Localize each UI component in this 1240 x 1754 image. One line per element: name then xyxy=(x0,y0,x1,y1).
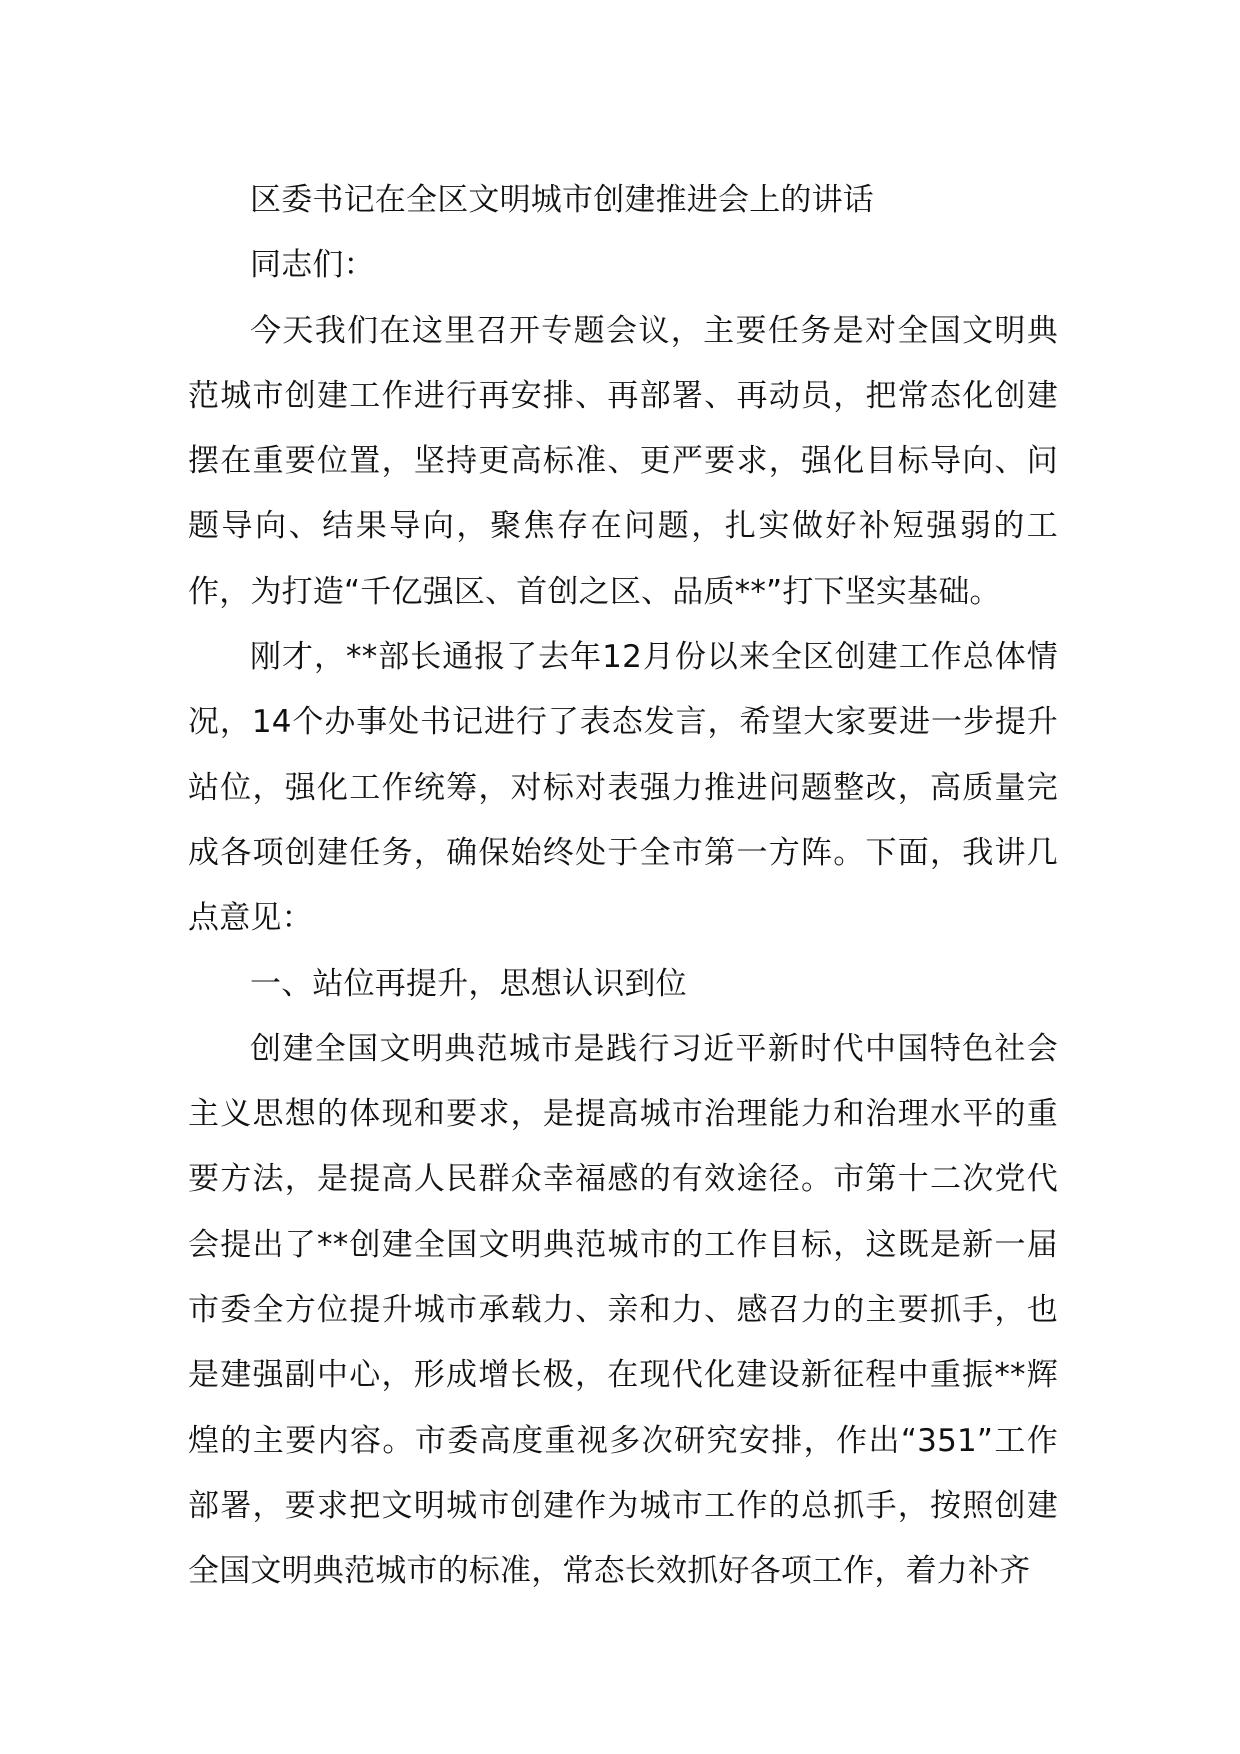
section-heading-1: 一、站位再提升，思想认识到位 xyxy=(250,965,687,1002)
paragraph-opening: 今天我们在这里召开专题会议，主要任务是对全国文明典范城市创建工作进行再安排、再部署、再动员，把常态化创建摆在重要位置，坚持更高标准、更严要求，强化目标导向、问题导向、结果导向，聚焦存在问题，扎实做好补短强弱的工作，为打造“千亿强区、首创之区、品质**”打下坚实基础。 xyxy=(188,312,1058,610)
document-title: 区委书记在全区文明城市创建推进会上的讲话 xyxy=(250,182,874,218)
salutation: 同志们： xyxy=(250,247,375,284)
document-body xyxy=(188,168,1058,1605)
paragraph-section-1: 创建全国文明典范城市是践行习近平新时代中国特色社会主义思想的体现和要求，是提高城市治理能力和治理水平的重要方法，是提高人民群众幸福感的有效途径。市第十二次党代会提出了**创建全国文明典范城市的工作目标，这既是新一届市委全方位提升城市承载力、亲和力、感召力的主要抓手，也是建强副中心，形成增长极，在现代化建设新征程中重振**辉煌的主要内容。市委高度重视多次研究安排，作出“351”工作部署，要求把文明城市创建作为城市工作的总抓手，按照创建全国文明典范城市的标准，常态长效抓好各项工作，着力补齐 xyxy=(188,1030,1058,1590)
paragraph-briefing: 刚才，**部长通报了去年12月份以来全区创建工作总体情况，14个办事处书记进行了表态发言，希望大家要进一步提升站位，强化工作统筹，对标对表强力推进问题整改，高质量完成各项创建任务，确保始终处于全市第一方阵。下面，我讲几点意见： xyxy=(188,639,1058,937)
